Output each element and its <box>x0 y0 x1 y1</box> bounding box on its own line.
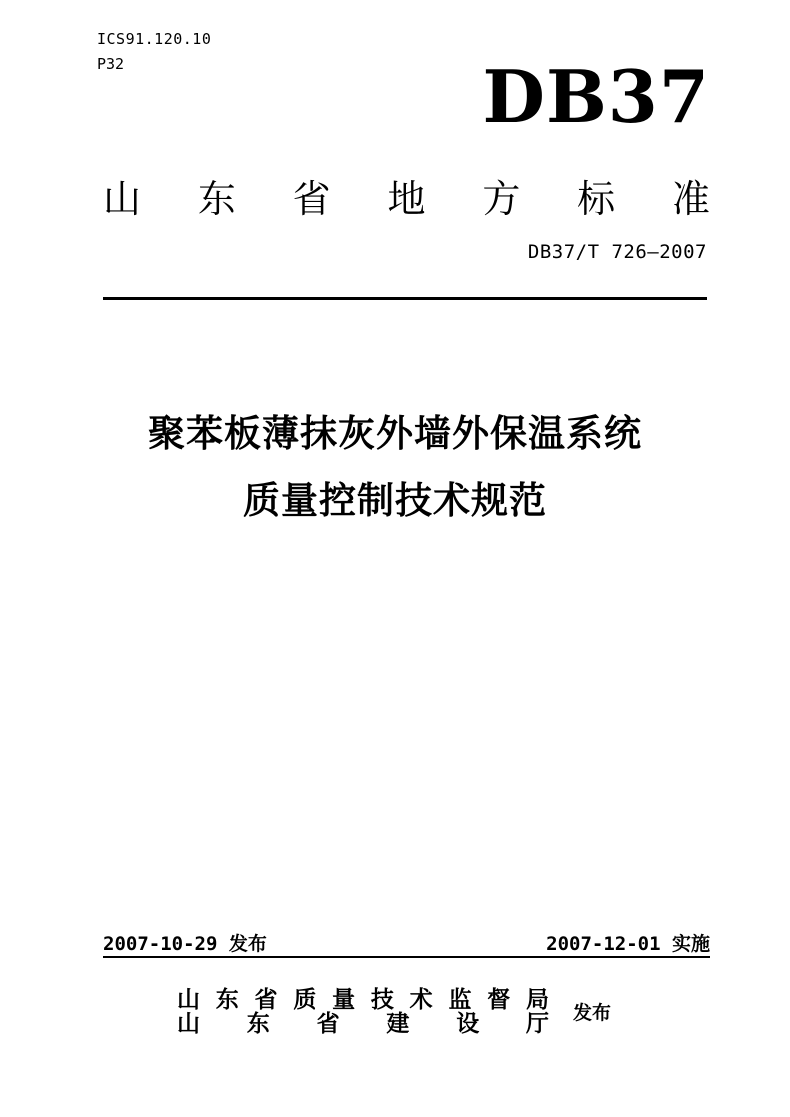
dates-row <box>103 929 710 956</box>
publish-label: 发布 <box>573 1002 612 1024</box>
document-title-line-2: 质量控制技术规范 <box>243 480 547 521</box>
publisher-block <box>177 987 611 1035</box>
header-rule <box>103 297 707 300</box>
footer-rule <box>103 956 710 958</box>
document-title <box>0 400 790 534</box>
implementation-date: 2007-12-01 实施 <box>546 933 710 955</box>
issue-date: 2007-10-29 发布 <box>103 933 267 955</box>
standard-body-logo: DB37 <box>482 54 710 139</box>
publisher-line-1: 山东省质量技术监督局 <box>177 986 549 1012</box>
ics-code: ICS91.120.10 <box>97 30 212 48</box>
document-title-line-1: 聚苯板薄抹灰外墙外保温系统 <box>148 413 642 454</box>
standard-number: DB37/T 726—2007 <box>527 241 707 263</box>
standard-type-heading: 山东省地方标准 <box>103 179 710 221</box>
publisher-line-2: 山东省建设厅 <box>177 1010 549 1036</box>
doc-class-code: P32 <box>97 55 125 73</box>
publisher-names <box>177 987 549 1035</box>
